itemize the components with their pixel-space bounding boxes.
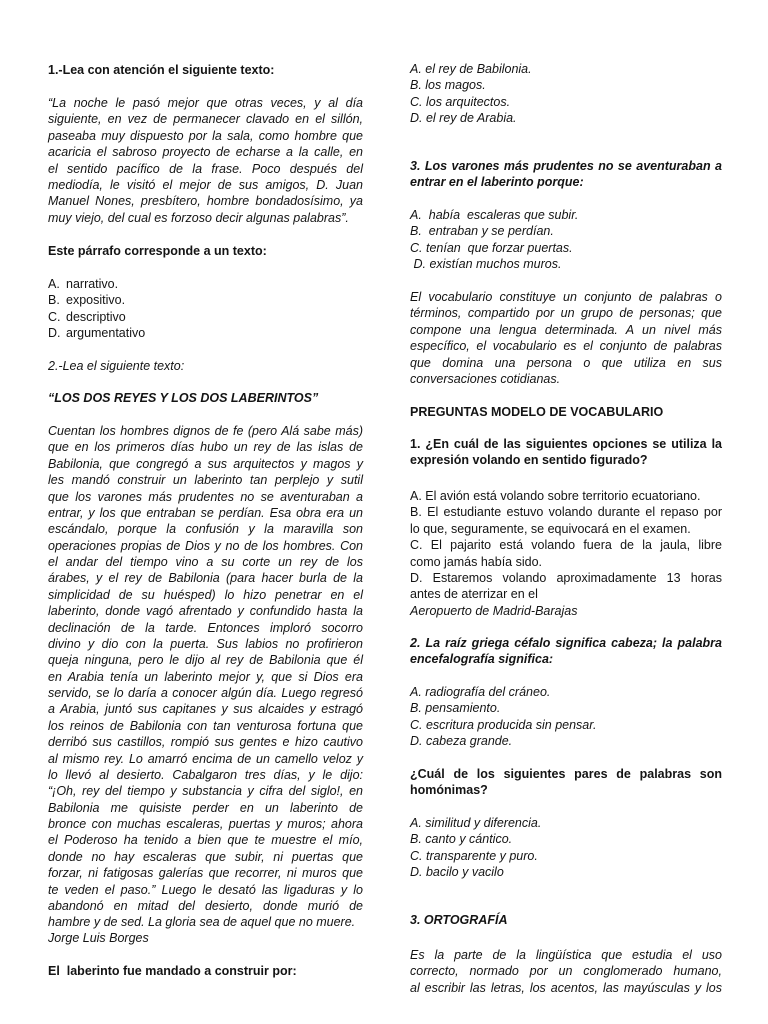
option-line: antes de aterrizar en el — [410, 587, 538, 602]
orthography-definition — [410, 947, 722, 996]
story-author: Jorge Luis Borges — [48, 931, 149, 945]
question-1-heading: 1.-Lea con atención el siguiente texto: — [48, 63, 275, 77]
question-1-options — [48, 276, 363, 342]
definition-line: específico, el vocabulario es el conjunto de palabras — [410, 339, 722, 354]
story-line: laberinto, donde vagó afrentado y confundido hasta la — [48, 604, 363, 619]
answer-option-b: B. entraban y se perdían. — [410, 224, 554, 239]
definition-line: conversaciones cotidianas. — [410, 371, 561, 386]
answer-option-a: A. el rey de Babilonia. — [410, 62, 532, 76]
prompt-line: encefalografía significa: — [410, 652, 554, 667]
story-line: donde no hay escaleras que subir, ni puertas que — [48, 849, 363, 864]
answer-option-b: B. los magos. — [410, 78, 486, 93]
question-3-options — [410, 207, 722, 273]
answer-option-c: C. escritura producida sin pensar. — [410, 717, 597, 732]
question-2-options — [410, 61, 722, 127]
story-line: a Arabia, juntó sus capitanes y sus alcaides y estragó — [48, 702, 363, 717]
story-line: “¡Oh, rey del tiempo y substancia y cifra del siglo!, en — [48, 784, 363, 799]
story-line: hambre y de sed. La gloria sea de aquel que no muere. — [48, 915, 356, 930]
story-line: lo llevó al desierto. Cabalgaron tres días, y le dijo: — [48, 767, 363, 782]
answer-option-d: D. cabeza grande. — [410, 734, 513, 749]
definition-line: compone una lengua determinada. A un nivel más — [410, 322, 722, 337]
passage-line: siguiente, en vez de permanecer clavado en el sillón, — [48, 112, 363, 127]
option-line: como jamás había sido. — [410, 554, 543, 569]
vocabulary-definition — [410, 289, 722, 387]
definition-line: correcto, normado por un conglomerado humano, — [410, 964, 722, 979]
story-line: entrar, y los que entraban se perdían. Esa obra era un — [48, 505, 363, 520]
option-line: D. Estaremos volando aproximadamente 13 horas — [410, 570, 722, 585]
option-text: descriptivo — [66, 309, 126, 324]
option-letter: A. — [48, 277, 60, 291]
option-text: narrativo. — [66, 277, 119, 291]
answer-option-b: B. pensamiento. — [410, 701, 501, 716]
story-line: les mandó construir un laberinto tan perplejo y sutil — [48, 473, 363, 488]
story-line: árabes, y el rey de Babilonia (para hacer burla de la — [48, 571, 363, 586]
story-line: en Arabia tenía un laberinto mejor y, que si Dios era — [48, 669, 363, 684]
option-letter: D. — [48, 326, 61, 341]
story-line: el andar del tiempo vino a su corte un rey de los — [48, 555, 363, 569]
definition-line: El vocabulario constituye un conjunto de palabras o — [410, 290, 722, 304]
definition-line: al escribir las letras, los acentos, las mayúsculas y los — [410, 980, 722, 995]
option-line: lo que, seguramente, se equivocará en el examen. — [410, 521, 691, 536]
vocabulary-question-2-prompt — [410, 635, 722, 668]
answer-option-d — [48, 325, 363, 341]
vocabulary-question-1-prompt — [410, 436, 722, 469]
answer-option-d: D. el rey de Arabia. — [410, 111, 517, 126]
question-1-passage — [48, 95, 363, 226]
passage-line: paseaba muy dispuesto por la sala, como hombre que — [48, 128, 363, 143]
passage-line: muy viejo, del cual es forzoso decir algunas palabras”. — [48, 210, 349, 225]
question-1-prompt: Este párrafo corresponde a un texto: — [48, 244, 267, 258]
definition-line: que domina una persona o que utiliza en sus — [410, 355, 722, 370]
option-d-continuation: Aeropuerto de Madrid-Barajas — [410, 603, 578, 618]
story-line: servido, se lo daría a conocer algún día. Luego regresó — [48, 686, 363, 700]
story-line: forzar, ni fatigosas galerías que recorrer, ni muros que — [48, 866, 363, 881]
story-title: “LOS DOS REYES Y LOS DOS LABERINTOS” — [48, 391, 319, 405]
answer-option-d — [410, 570, 722, 603]
option-line: A. El avión está volando sobre territorio ecuatoriano. — [410, 489, 701, 503]
answer-option-d: D. existían muchos muros. — [410, 257, 562, 272]
prompt-line: ¿Cuál de los siguientes pares de palabras son — [410, 767, 722, 781]
answer-option-a: A. similitud y diferencia. — [410, 816, 542, 830]
question-2-heading: 2.-Lea el siguiente texto: — [48, 359, 185, 373]
orthography-title: 3. ORTOGRAFÍA — [410, 913, 508, 927]
answer-option-a — [410, 488, 722, 504]
answer-option-c — [48, 309, 363, 325]
story-line: abandonó en mitad del desierto, donde murió de — [48, 898, 363, 913]
story-line: bronce con muchas escaleras, puertas y muros; ahora — [48, 817, 363, 831]
story-line: el Poderoso ha tenido a bien que te muestre el mío, — [48, 833, 363, 848]
question-2-prompt: El laberinto fue mandado a construir por: — [48, 964, 297, 978]
answer-option-a: A. radiografía del cráneo. — [410, 685, 551, 699]
answer-option-c — [410, 537, 722, 570]
story-line: operaciones propias de Dios y no de los hombres. Con — [48, 538, 363, 553]
vocabulary-section-title: PREGUNTAS MODELO DE VOCABULARIO — [410, 405, 664, 419]
option-line: C. El pajarito está volando fuera de la jaula, libre — [410, 538, 722, 553]
story-line: al mismo rey. Lo amarró encima de un camello veloz y — [48, 751, 363, 766]
option-letter: C. — [48, 309, 61, 324]
story-line: los reinos de Babilonia con tan venturosa fortuna que — [48, 718, 363, 733]
question-3-prompt — [410, 158, 722, 191]
story-line: Babilonia me quisiste perder en un laberinto de — [48, 800, 363, 815]
prompt-line: entrar en el laberinto porque: — [410, 175, 584, 190]
answer-option-c: C. transparente y puro. — [410, 848, 538, 863]
vocabulary-question-1-options — [410, 488, 722, 619]
answer-option-a: A. había escaleras que subir. — [410, 208, 579, 222]
option-text: argumentativo — [66, 326, 146, 341]
story-line: Babilonia, que congregó a sus arquitectos y magos y — [48, 456, 363, 471]
vocabulary-question-2-options — [410, 684, 722, 750]
passage-line: acaricia el sabroso proyecto de echarse a la calle, en — [48, 145, 363, 160]
answer-option-d: D. bacilo y vacilo — [410, 865, 504, 880]
story-line: simplicidad de su huésped) lo hizo penetrar en el — [48, 587, 363, 602]
prompt-line: 2. La raíz griega céfalo significa cabeza; la palabra — [410, 636, 722, 650]
story-line: que en los primeros días hubo un rey de las islas de — [48, 440, 363, 455]
story-line: escándalo, porque la confusión y la maravilla son — [48, 522, 363, 537]
vocabulary-question-3-prompt — [410, 766, 722, 799]
passage-line: “La noche le pasó mejor que otras veces, y al día — [48, 96, 363, 110]
option-letter: B. — [48, 293, 60, 308]
definition-line: términos, compartido por un grupo de personas; que — [410, 306, 722, 321]
story-line: divino y dio con la puerta. Sus labios no profirieron — [48, 636, 363, 651]
prompt-line: expresión volando en sentido figurado? — [410, 453, 648, 468]
story-line: Cuentan los hombres dignos de fe (pero Alá sabe más) — [48, 424, 363, 438]
passage-line: Manuel Nones, presbítero, hombre bondadosísimo, ya — [48, 194, 363, 209]
definition-line: Es la parte de la lingüística que estudia el uso — [410, 948, 722, 962]
story-line: derribó sus castillos, rompió sus gentes e hizo cautivo — [48, 735, 363, 750]
prompt-line: 1. ¿En cuál de las siguientes opciones se utiliza la — [410, 437, 722, 451]
prompt-line: homónimas? — [410, 783, 488, 798]
answer-option-b — [48, 292, 363, 308]
story-line: que los varones más prudentes no se aventuraban a — [48, 489, 363, 504]
story-line: declinación de la tarde. Entonces imploró socorro — [48, 620, 363, 635]
answer-option-b — [410, 504, 722, 537]
answer-option-a — [48, 276, 363, 292]
option-text: expositivo. — [66, 293, 126, 308]
story-line: te veden el paso.” Luego le desató las ligaduras y lo — [48, 882, 363, 897]
answer-option-c: C. tenían que forzar puertas. — [410, 240, 573, 255]
vocabulary-question-3-options — [410, 815, 722, 881]
option-line: B. El estudiante estuvo volando durante el repaso por — [410, 505, 722, 520]
answer-option-c: C. los arquitectos. — [410, 94, 511, 109]
story-passage — [48, 423, 363, 931]
passage-line: el sentido pacífico de la frase. Poco después del — [48, 161, 363, 176]
passage-line: mediodía, le visitó el mejor de sus amigos, D. Juan — [48, 177, 363, 192]
answer-option-b: B. canto y cántico. — [410, 832, 513, 847]
story-line: queja ninguna, pero le dijo al rey de Babilonia que él — [48, 653, 363, 668]
prompt-line: 3. Los varones más prudentes no se aventuraban a — [410, 159, 722, 173]
